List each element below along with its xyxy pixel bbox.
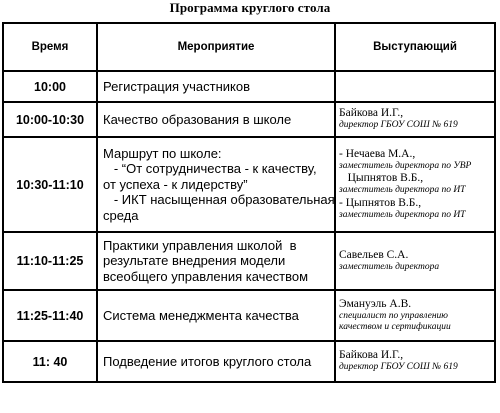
speaker-cell (335, 232, 495, 290)
table-row (3, 71, 495, 102)
speaker-name: Савельев С.А. (339, 248, 409, 261)
header-event: Мероприятие (97, 23, 335, 71)
time-cell: 10:00 (3, 71, 97, 102)
table-row (3, 341, 495, 382)
table-row (3, 290, 495, 341)
speaker-entry (339, 349, 494, 374)
event-cell (97, 232, 335, 290)
time-cell: 11:25-11:40 (3, 290, 97, 341)
speaker-entry (339, 148, 494, 173)
program-table (2, 22, 496, 383)
event-cell (97, 102, 335, 137)
time-cell: 11:10-11:25 (3, 232, 97, 290)
speaker-entry (339, 107, 494, 132)
speaker-role: заместитель директора по УВР (339, 160, 472, 171)
speaker-role: заместитель директора по ИТ (339, 185, 466, 196)
table-row (3, 102, 495, 137)
event-cell (97, 341, 335, 382)
table-row (3, 137, 495, 232)
speaker-role: специалист по управлению качеством и сертификации (339, 310, 451, 332)
header-time: Время (3, 23, 97, 71)
speaker-cell (335, 137, 495, 232)
time-cell: 10:30-11:10 (3, 137, 97, 232)
speaker-role: директор ГБОУ СОШ № 619 (339, 120, 458, 131)
event-cell (97, 290, 335, 341)
speaker-cell (335, 102, 495, 137)
event-cell (97, 71, 335, 102)
speaker-cell (335, 341, 495, 382)
event-text: Подведение итогов круглого стола (103, 353, 312, 369)
speaker-name: - Цыпнятов В.Б., (339, 196, 422, 209)
speaker-name: Байкова И.Г., (339, 107, 404, 120)
header-row (3, 23, 495, 71)
header-speakers: Выступающий (335, 23, 495, 71)
speaker-role: заместитель директора (339, 261, 440, 272)
event-text: Регистрация участников (103, 78, 250, 94)
speaker-name: Эмануэль А.В. (339, 297, 412, 310)
speaker-role: заместитель директора по ИТ (339, 209, 466, 220)
event-text: Практики управления школой в результате внедрения модели всеобщего управления качеством (103, 237, 309, 284)
page-title: Программа круглого стола (169, 0, 331, 15)
speaker-name: Цыпнятов В.Б., (339, 172, 424, 185)
event-text: Маршрут по школе: - “От сотрудничества - к качеству, от успеха - к лидерству” - ИКТ насыщенная образовательная среда (103, 145, 335, 223)
speaker-cell (335, 71, 495, 102)
speaker-entry (339, 298, 494, 334)
speaker-cell (335, 290, 495, 341)
event-cell (97, 137, 335, 232)
speaker-name: Байкова И.Г., (339, 349, 404, 362)
table-row (3, 232, 495, 290)
speaker-name: - Нечаева М.А., (339, 147, 416, 160)
speaker-entry (339, 172, 494, 197)
event-text: Качество образования в школе (103, 111, 292, 127)
time-cell: 11: 40 (3, 341, 97, 382)
time-cell: 10:00-10:30 (3, 102, 97, 137)
speaker-entry (339, 197, 494, 222)
speaker-role: директор ГБОУ СОШ № 619 (339, 362, 458, 373)
event-text: Система менеджмента качества (103, 307, 299, 323)
speaker-entry (339, 249, 494, 274)
